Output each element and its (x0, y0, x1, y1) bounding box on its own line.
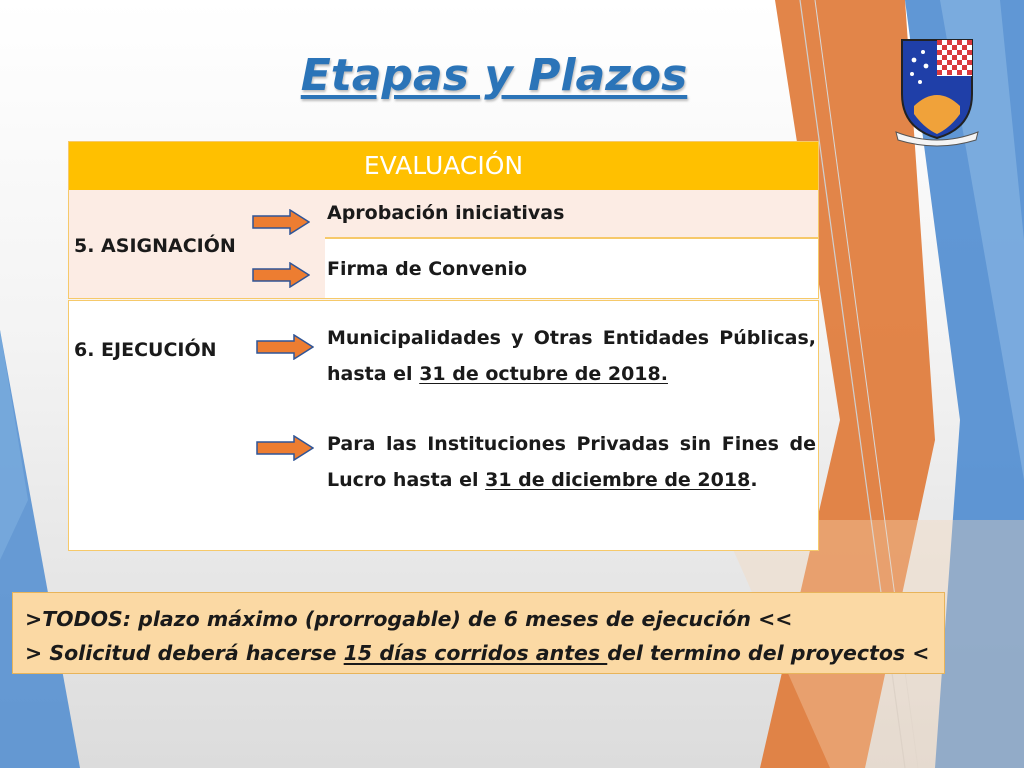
right-arrow-icon (252, 262, 310, 288)
evaluation-table (68, 141, 819, 299)
paragraph-private-institutions (327, 427, 816, 498)
paragraph-text: Para las Instituciones Privadas sin Fines de Lucro hasta el (327, 433, 816, 491)
right-arrow-icon (252, 209, 310, 235)
note-line-1 (25, 602, 934, 636)
right-arrow-icon (256, 435, 314, 461)
row-divider (325, 237, 818, 239)
stage-label-ejecucion: 6. EJECUCIÓN (74, 339, 217, 361)
deadline-date: 31 de octubre de 2018. (419, 362, 668, 385)
item-aprobacion: Aprobación iniciativas (327, 202, 565, 224)
evaluation-header: EVALUACIÓN (69, 142, 818, 190)
deadline-note (12, 592, 945, 674)
note-text: del termino del proyectos < (607, 641, 930, 665)
item-firma-convenio: Firma de Convenio (327, 258, 528, 280)
paragraph-end: . (750, 468, 758, 491)
note-prefix: > (25, 607, 43, 631)
deadline-date: 31 de diciembre de 2018 (485, 468, 751, 491)
regional-crest-icon (890, 36, 984, 148)
execution-table (68, 300, 819, 551)
paragraph-public-entities (327, 321, 816, 392)
note-text: > Solicitud deberá hacerse (25, 641, 344, 665)
paragraph-text: Municipalidades y Otras Entidades Públicas, hasta el (327, 327, 816, 385)
note-text: : plazo máximo (prorrogable) de 6 meses de ejecución << (122, 607, 793, 631)
stage-label-asignacion: 5. ASIGNACIÓN (74, 235, 236, 257)
page-title: Etapas y Plazos (300, 50, 688, 101)
right-arrow-icon (256, 334, 314, 360)
note-strong: TODOS (42, 607, 123, 631)
note-underlined: 15 días corridos antes (343, 641, 608, 665)
note-line-2 (25, 636, 934, 670)
